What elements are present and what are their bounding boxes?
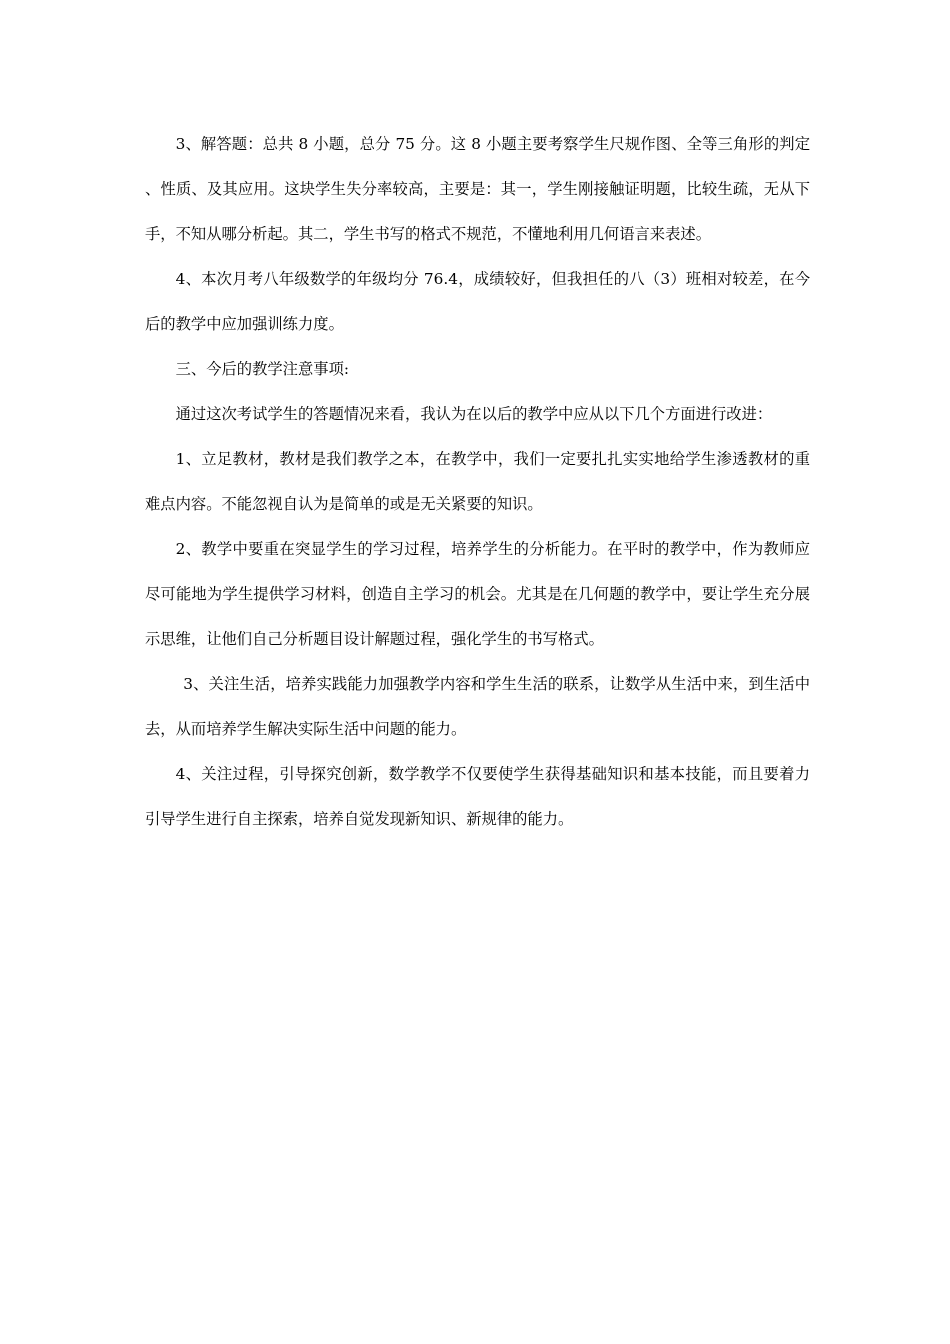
paragraph-grade-average: 4、本次月考八年级数学的年级均分 76.4，成绩较好，但我担任的八（3）班相对较差，在今后的教学中应加强训练力度。: [145, 270, 810, 333]
section-heading-teaching-notes: 三、今后的教学注意事项:: [175, 360, 350, 378]
list-item-exploration: 4、关注过程，引导探究创新，数学教学不仅要使学生获得基础知识和基本技能，而且要着力引导学生进行自主探索，培养自觉发现新知识、新规律的能力。: [145, 765, 810, 828]
document-body: [145, 122, 810, 842]
paragraph-answer-questions: 3、解答题：总共 8 小题，总分 75 分。这 8 小题主要考察学生尺规作图、全等三角形的判定 、性质、及其应用。这块学生失分率较高，主要是：其一，学生刚接触证明题，比较生疏，无从下手，不知从哪分析起。其二，学生书写的格式不规范，不懂地利用几何语言来表述。: [145, 135, 810, 243]
paragraph-intro-improvements: 通过这次考试学生的答题情况来看，我认为在以后的教学中应从以下几个方面进行改进：: [175, 405, 773, 423]
list-item-textbook: 1、立足教材，教材是我们教学之本，在教学中，我们一定要扎扎实实地给学生渗透教材的重难点内容。不能忽视自认为是简单的或是无关紧要的知识。: [145, 450, 810, 513]
list-item-learning-process: 2、教学中要重在突显学生的学习过程，培养学生的分析能力。在平时的教学中，作为教师应尽可能地为学生提供学习材料，创造自主学习的机会。尤其是在几何题的教学中，要让学生充分展示思维，让他们自己分析题目设计解题过程，强化学生的书写格式。: [145, 540, 810, 648]
list-item-life-connection: 3、关注生活，培养实践能力加强教学内容和学生生活的联系，让数学从生活中来，到生活中去，从而培养学生解决实际生活中问题的能力。: [145, 675, 810, 738]
